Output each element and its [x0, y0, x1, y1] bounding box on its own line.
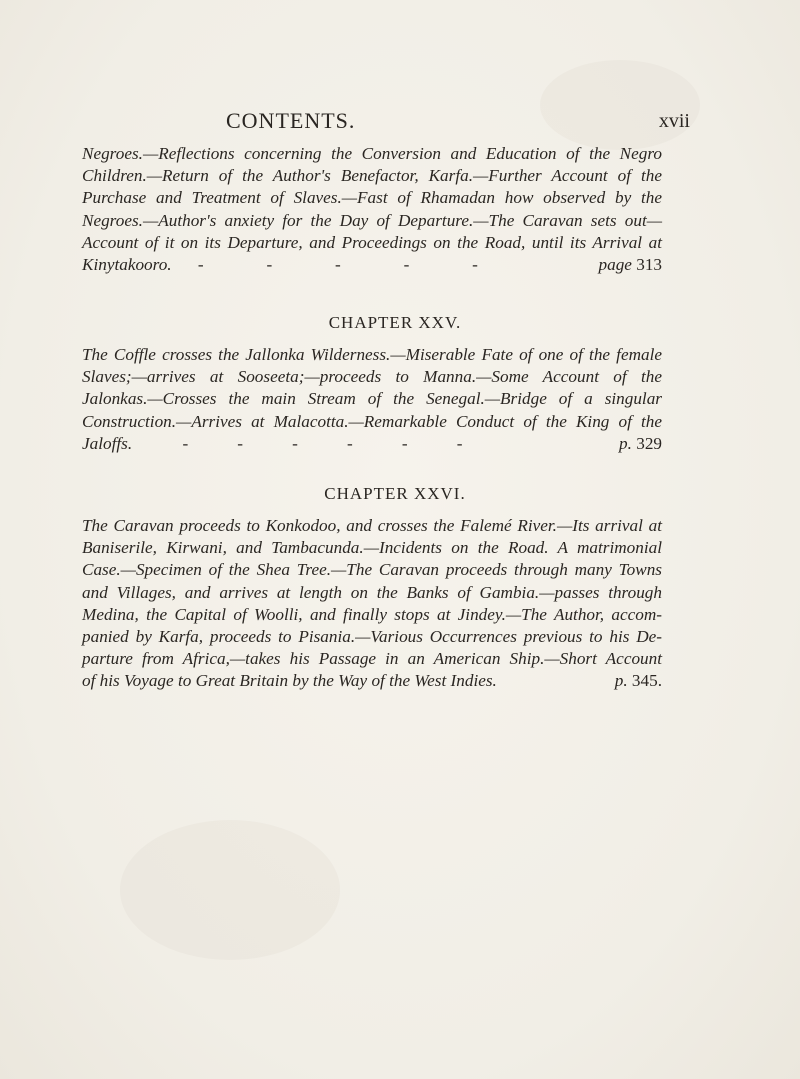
entry-last-line: [82, 433, 662, 455]
entry-line-text: Kinytakooro.: [82, 255, 172, 275]
entry-line: and Villages, and arrives at length on the Banks of Gambia.—passes through: [82, 582, 662, 602]
entry-line: Medina, the Capital of Woolli, and finally stops at Jindey.—The Author, accom-: [82, 604, 662, 624]
page-reference: [599, 254, 663, 276]
entry-line-text: of his Voyage to Great Britain by the Way of the West Indies.: [82, 671, 497, 691]
page-number: 329: [636, 433, 662, 453]
entry-line: The Caravan proceeds to Konkodoo, and crosses the Falemé River.—Its arrival at: [82, 516, 662, 535]
running-title: CONTENTS.: [226, 108, 356, 133]
entry-line: Negroes.—Author's anxiety for the Day of Departure.—The Caravan sets out—: [82, 210, 662, 230]
page-reference: [615, 670, 662, 692]
entry-line: Negroes.—Reflections concerning the Conversion and Education of the Negro: [82, 144, 662, 163]
page-reference: [619, 433, 662, 455]
paper-stain: [120, 820, 340, 960]
entry-line: panied by Karfa, proceeds to Pisania.—Various Occurrences previous to his De-: [82, 627, 662, 647]
page-number: 313: [636, 255, 662, 275]
contents-entry: [82, 515, 662, 693]
page-number: 345.: [631, 671, 662, 691]
page-label: p.: [619, 433, 632, 453]
entry-line: parture from Africa,—takes his Passage in an American Ship.—Short Account: [82, 649, 662, 669]
chapter-title: CHAPTER XXV.: [328, 313, 462, 332]
page-folio: xvii: [658, 110, 690, 132]
entry-line: Children.—Return of the Author's Benefactor, Karfa.—Further Account of the: [82, 166, 662, 186]
entry-line: Case.—Specimen of the Shea Tree.—The Caravan proceeds through many Towns: [82, 560, 662, 580]
entry-last-line: [82, 670, 662, 692]
chapter-heading: [0, 313, 800, 333]
entry-line: Purchase and Treatment of Slaves.—Fast of Rhamadan how observed by the: [82, 188, 662, 208]
entry-line: Account of it on its Departure, and Proceedings on the Road, until its Arrival at: [82, 232, 662, 252]
chapter-title: CHAPTER XXVI.: [324, 484, 466, 503]
leader-dashes: - - - - - -: [182, 433, 463, 453]
entry-line: Jalonkas.—Crosses the main Stream of the Senegal.—Bridge of a singular: [82, 389, 662, 409]
entry-last-line: [82, 254, 662, 276]
entry-line: The Coffle crosses the Jallonka Wilderness.—Miserable Fate of one of the female: [82, 345, 662, 364]
chapter-heading: [0, 484, 800, 504]
page-label: p.: [614, 671, 628, 691]
contents-entry: [82, 143, 662, 276]
entry-line: Baniserile, Kirwani, and Tambacunda.—Incidents on the Road. A matrimonial: [82, 538, 662, 558]
entry-line-text: Jaloffs.: [82, 433, 133, 453]
leader-dashes: - - - - -: [197, 255, 478, 275]
entry-line: Construction.—Arrives at Malacotta.—Remarkable Conduct of the King of the: [82, 411, 662, 431]
running-head: [80, 108, 720, 138]
entry-line: Slaves;—arrives at Sooseeta;—proceeds to Manna.—Some Account of the: [82, 367, 662, 387]
page-label: page: [598, 255, 632, 275]
contents-entry: [82, 344, 662, 455]
